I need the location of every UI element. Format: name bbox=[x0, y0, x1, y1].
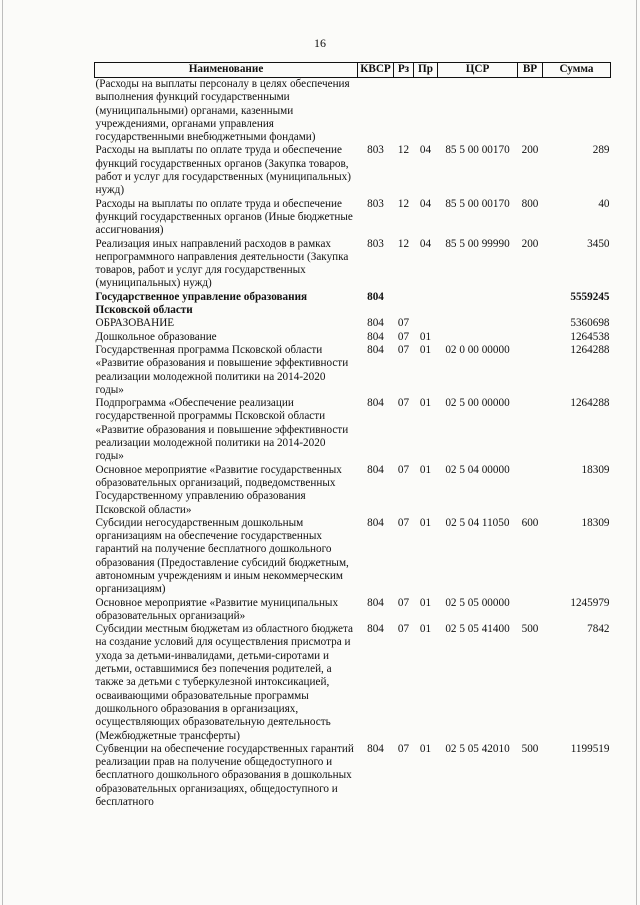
table-row bbox=[95, 623, 611, 743]
cell-kvsr: 804 bbox=[367, 463, 384, 476]
header-name: Наименование bbox=[95, 63, 358, 78]
cell-csr bbox=[438, 78, 518, 145]
cell-csr: 02 5 00 00000 bbox=[445, 397, 510, 410]
cell-name: Государственная программа Псковской области «Развитие образования и повышение эффективности реализации молодежной политики на 2014-2020 годы» bbox=[95, 343, 349, 396]
cell-vr: 200 bbox=[521, 237, 539, 250]
cell-kvsr: 804 bbox=[367, 397, 384, 410]
cell-sum: 18309 bbox=[581, 516, 610, 529]
cell-sum: 289 bbox=[592, 144, 610, 157]
scan-edge-left bbox=[2, 0, 3, 905]
cell-rz bbox=[394, 291, 414, 318]
cell-kvsr: 804 bbox=[367, 343, 384, 356]
cell-kvsr bbox=[358, 78, 394, 145]
cell-rz: 07 bbox=[397, 343, 410, 356]
cell-rz: 07 bbox=[397, 596, 410, 609]
cell-sum: 5559245 bbox=[570, 290, 610, 303]
cell-rz: 12 bbox=[397, 237, 410, 250]
cell-pr: 01 bbox=[419, 330, 432, 343]
cell-vr bbox=[518, 331, 543, 344]
cell-pr: 01 bbox=[419, 463, 432, 476]
cell-pr: 01 bbox=[419, 742, 432, 755]
cell-name: Расходы на выплаты по оплате труда и обеспечение функций государственных органов (Закупка товаров, работ и услуг для государственных (муниципальных) нужд) bbox=[95, 144, 351, 197]
table-row bbox=[95, 743, 611, 809]
cell-rz: 07 bbox=[397, 317, 410, 330]
cell-vr: 500 bbox=[521, 742, 539, 755]
cell-vr bbox=[518, 317, 543, 330]
cell-csr: 02 5 04 00000 bbox=[445, 463, 510, 476]
cell-name: Государственное управление образования Псковской области bbox=[95, 290, 308, 317]
cell-csr: 02 5 05 42010 bbox=[445, 742, 510, 755]
cell-pr: 01 bbox=[419, 596, 432, 609]
cell-name: Субсидии местным бюджетам из областного бюджета на создание условий для осуществления присмотра и ухода за детьми-инвалидами, детьми-сиротами и детьми, оставшимися без попечения родителей, а также за детьми с туберкулезной интоксикацией, осваивающими образовательные программы дошкольного образования в организациях, осуществляющих образовательную деятельность (Межбюджетные трансферты) bbox=[95, 623, 353, 742]
cell-csr: 85 5 00 00170 bbox=[445, 144, 510, 157]
cell-kvsr: 803 bbox=[367, 237, 384, 250]
cell-kvsr: 804 bbox=[367, 330, 384, 343]
header-kvsr: КВСР bbox=[358, 63, 394, 78]
header-pr: Пр bbox=[414, 63, 438, 78]
cell-vr: 800 bbox=[521, 197, 539, 210]
cell-kvsr: 803 bbox=[367, 144, 384, 157]
cell-csr: 02 5 04 11050 bbox=[445, 516, 510, 529]
cell-sum: 1264288 bbox=[570, 397, 610, 410]
cell-name: Субсидии негосударственным дошкольным организациям на обеспечение государственных гарантий на получение бесплатного дошкольного образования (Предоставление субсидий бюджетным, автономным учреждениям и иным некоммерческим организациям) bbox=[95, 516, 349, 596]
cell-vr: 200 bbox=[521, 144, 539, 157]
cell-vr bbox=[518, 78, 543, 145]
cell-sum: 7842 bbox=[587, 623, 610, 636]
header-csr: ЦСР bbox=[438, 63, 518, 78]
cell-kvsr: 804 bbox=[367, 623, 384, 636]
cell-sum: 1264538 bbox=[570, 330, 610, 343]
table-row bbox=[95, 238, 611, 291]
cell-name: Реализация иных направлений расходов в рамках непрограммного направления деятельности (Закупка товаров, работ и услуг для государственных (муниципальных) нужд) bbox=[95, 237, 349, 290]
cell-vr bbox=[518, 464, 543, 517]
cell-name: Дошкольное образование bbox=[95, 330, 217, 343]
table-row bbox=[95, 331, 611, 344]
cell-rz: 12 bbox=[397, 144, 410, 157]
cell-sum: 3450 bbox=[587, 237, 610, 250]
cell-kvsr: 804 bbox=[367, 290, 384, 303]
cell-pr bbox=[414, 78, 438, 145]
header-sum: Сумма bbox=[543, 63, 611, 78]
cell-csr bbox=[438, 331, 518, 344]
table-row bbox=[95, 344, 611, 397]
table-row bbox=[95, 464, 611, 517]
cell-csr bbox=[438, 291, 518, 318]
cell-kvsr: 803 bbox=[367, 197, 384, 210]
cell-pr bbox=[414, 291, 438, 318]
cell-sum: 1264288 bbox=[570, 343, 610, 356]
cell-kvsr: 804 bbox=[367, 742, 384, 755]
cell-vr bbox=[518, 291, 543, 318]
cell-pr: 01 bbox=[419, 397, 432, 410]
table-row bbox=[95, 144, 611, 197]
cell-rz: 07 bbox=[397, 623, 410, 636]
cell-csr: 02 0 00 00000 bbox=[445, 343, 510, 356]
budget-table bbox=[94, 62, 611, 809]
cell-vr bbox=[518, 597, 543, 624]
cell-sum: 1245979 bbox=[570, 596, 610, 609]
header-rz: Рз bbox=[394, 63, 414, 78]
scan-edge-right bbox=[636, 0, 637, 905]
cell-vr: 500 bbox=[521, 623, 539, 636]
cell-name: Основное мероприятие «Развитие государственных образовательных организаций, подведомственных Государственному управлению образования Псковской области» bbox=[95, 463, 342, 516]
cell-vr: 600 bbox=[521, 516, 539, 529]
cell-pr bbox=[414, 317, 438, 330]
cell-name: ОБРАЗОВАНИЕ bbox=[95, 317, 175, 330]
cell-pr: 04 bbox=[419, 144, 432, 157]
cell-rz: 07 bbox=[397, 397, 410, 410]
cell-kvsr: 804 bbox=[367, 596, 384, 609]
cell-rz: 07 bbox=[397, 742, 410, 755]
cell-csr: 02 5 05 41400 bbox=[445, 623, 510, 636]
cell-vr bbox=[518, 344, 543, 397]
cell-sum bbox=[543, 78, 611, 145]
table-body bbox=[95, 78, 611, 810]
cell-name: (Расходы на выплаты персоналу в целях обеспечения выполнения функций государственными (муниципальными) органами, казенными учреждениями, органами управления государственными внебюджетными фондами) bbox=[95, 78, 350, 144]
cell-pr: 04 bbox=[419, 197, 432, 210]
table-row bbox=[95, 198, 611, 238]
cell-name: Субвенции на обеспечение государственных гарантий реализации прав на получение общедоступного и бесплатного дошкольного образования в дошкольных образовательных организациях, общедоступного и бесплатного bbox=[95, 742, 354, 809]
table-row bbox=[95, 317, 611, 330]
cell-csr: 85 5 00 99990 bbox=[445, 237, 510, 250]
table-row bbox=[95, 517, 611, 597]
table-row bbox=[95, 397, 611, 463]
cell-name: Подпрограмма «Обеспечение реализации государственной программы Псковской области «Развитие образования и повышение эффективности реализации молодежной политики на 2014-2020 годы» bbox=[95, 397, 349, 463]
cell-vr bbox=[518, 397, 543, 463]
cell-rz: 12 bbox=[397, 197, 410, 210]
cell-csr: 85 5 00 00170 bbox=[445, 197, 510, 210]
cell-csr bbox=[438, 317, 518, 330]
cell-sum: 1199519 bbox=[570, 742, 610, 755]
cell-sum: 18309 bbox=[581, 463, 610, 476]
cell-pr: 01 bbox=[419, 516, 432, 529]
table-row bbox=[95, 78, 611, 145]
cell-pr: 01 bbox=[419, 343, 432, 356]
cell-rz: 07 bbox=[397, 330, 410, 343]
cell-csr: 02 5 05 00000 bbox=[445, 596, 510, 609]
cell-kvsr: 804 bbox=[367, 317, 384, 330]
cell-kvsr: 804 bbox=[367, 516, 384, 529]
table-row bbox=[95, 291, 611, 318]
cell-rz bbox=[394, 78, 414, 145]
cell-name: Расходы на выплаты по оплате труда и обеспечение функций государственных органов (Иные бюджетные ассигнования) bbox=[95, 197, 353, 237]
cell-pr: 04 bbox=[419, 237, 432, 250]
cell-sum: 5360698 bbox=[570, 317, 610, 330]
page-number: 16 bbox=[314, 36, 326, 50]
table-header-row bbox=[95, 63, 611, 78]
cell-sum: 40 bbox=[598, 197, 610, 210]
table-row bbox=[95, 597, 611, 624]
cell-rz: 07 bbox=[397, 516, 410, 529]
cell-rz: 07 bbox=[397, 463, 410, 476]
cell-pr: 01 bbox=[419, 623, 432, 636]
header-vr: ВР bbox=[518, 63, 543, 78]
cell-name: Основное мероприятие «Развитие муниципальных образовательных организаций» bbox=[95, 596, 339, 622]
